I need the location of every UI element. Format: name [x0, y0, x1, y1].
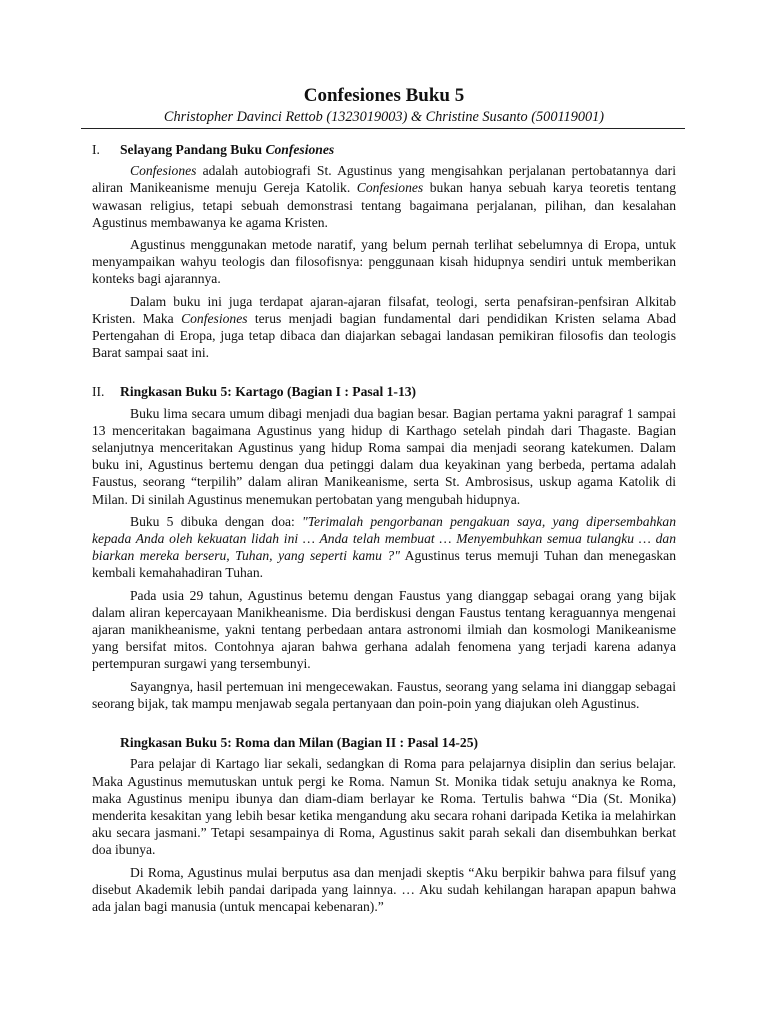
section-1-heading-text: Selayang Pandang Buku: [120, 142, 266, 157]
section-2-heading: [92, 383, 676, 400]
section-3-heading: Ringkasan Buku 5: Roma dan Milan (Bagian II : Pasal 14-25): [120, 735, 479, 751]
document-authors: Christopher Davinci Rettob (1323019003) & Christine Susanto (500119001): [163, 109, 605, 125]
section-2-number: II.: [92, 384, 105, 400]
section-1-paragraph-2: Agustinus menggunakan metode naratif, yang belum pernah terlihat sebelumnya di Eropa, untuk menyampaikan wahyu teologis dan filosofisnya: penggunaan kisah hidupnya sendiri untuk memberikan konteks bagi ajarannya.: [92, 237, 676, 287]
section-2-paragraph-4: Sayangnya, hasil pertemuan ini mengecewakan. Faustus, seorang yang selama ini dianggap sebagai seorang bijak, tak mampu menjawab segala pertanyaan dan poin-poin yang diajukan oleh Agustinus.: [92, 678, 676, 711]
document-header: [80, 84, 688, 126]
document-body: [92, 141, 676, 920]
paragraph-text: bukan hanya sebuah karya teoretis tentang wawasan religius, tetapi sebuah demonstrasi tentang bagaimana perjalanan, pilihan, dan kesalahan Agustinus membawanya ke agama Kristen.: [92, 180, 677, 230]
section-1-paragraph-3: [92, 293, 676, 362]
paragraph-text: Buku 5 dibuka dengan doa:: [130, 513, 303, 529]
paragraph-text: Agustinus terus memuji Tuhan dan menegaskan kembali kemahahadiran Tuhan.: [92, 548, 676, 581]
section-2-heading-text: Ringkasan Buku 5: Kartago (Bagian I : Pasal 1-13): [120, 384, 417, 400]
header-divider: [81, 128, 685, 129]
paragraph-text: terus menjadi bagian fundamental dari pendidikan Kristen selama Abad Pertengahan di Eropa, juga tetap dibaca dan diajarkan sebagai landasan pemikiran filosofis dan teologis Barat sampai saat ini.: [92, 310, 676, 361]
document-title: Confesiones Buku 5: [303, 85, 465, 106]
section-1-heading-italic: Confesiones: [265, 142, 335, 157]
section-3-paragraph-1: Para pelajar di Kartago liar sekali, sedangkan di Roma para pelajarnya disiplin dan serius belajar. Maka Agustinus memutuskan untuk pergi ke Roma. Namun St. Monika tidak setuju anaknya ke Roma, maka Agustinus menipu ibunya dan diam-diam berlayar ke Roma. Tertulis bahwa “Dia (St. Monika) menderita kesakitan yang lebih besar ketika mengandung aku secara rohani daripada Ketika ia melahirkan aku secara jasmani.” Tetapi sesampainya di Roma, Agustinus sakit parah sekali dan disembuhkan berkat doa ibunya.: [92, 756, 676, 858]
section-2-paragraph-2: [92, 513, 676, 582]
book-title-italic: Confesiones: [181, 310, 248, 326]
paragraph-text: Dalam buku ini juga terdapat ajaran-ajaran filsafat, teologi, serta penafsiran-penfsiran Alkitab Kristen. Maka: [92, 293, 676, 326]
book-title-italic: Confesiones: [356, 180, 424, 196]
paragraph-text: adalah autobiografi St. Agustinus yang mengisahkan perjalanan pertobatannya dari aliran Manikeanisme menuju Gereja Katolik.: [92, 163, 676, 196]
section-1-heading: [92, 141, 676, 158]
book-title-italic: Confesiones: [130, 163, 197, 179]
section-2-paragraph-1: Buku lima secara umum dibagi menjadi dua bagian besar. Bagian pertama yakni paragraf 1 sampai 13 menceritakan bagaimana Agustinus yang hidup di Karthago setelah pindah dari Thagaste. Bagian selanjutnya menceritakan Agustinus yang hidup Roma sampai dia menjadi seorang katekumen. Dalam buku ini, Agustinus bertemu dengan dua petinggi dalam dua keyakinan yang berbeda, pertama adalah Faustus, seorang “terpilih” dalam aliran Manikeanisme, serta St. Ambrosisus, uskup agama Katolik di Milan. Di sinilah Agustinus menemukan pertobatan yang mengubah hidupnya.: [92, 405, 676, 507]
section-3-paragraph-2: Di Roma, Agustinus mulai berputus asa dan menjadi skeptis “Aku berpikir bahwa para filsuf yang disebut Akademik lebih pandai daripada yang lainnya. … Aku sudah kehilangan harapan apapun bahwa ada jalan bagi manusia (untuk mencapai kebenaran).”: [92, 864, 676, 914]
section-1-paragraph-1: [92, 162, 676, 231]
section-1-number: I.: [92, 142, 100, 157]
prayer-quote-italic: "Terimalah pengorbanan pengakuan saya, yang dipersembahkan kepada Anda oleh kekuatan lidah ini … Anda telah membuat … Menyembuhkan semua tulangku … dan biarkan mereka berseru, Tuhan, yang seperti kamu ?": [92, 513, 676, 564]
section-2-paragraph-3: Pada usia 29 tahun, Agustinus betemu dengan Faustus yang dianggap sebagai orang yang bijak dalam aliran kepercayaan Manikheanisme. Dia berdiskusi dengan Faustus tentang keraguannya mengenai ajaran manikheanisme, yakni tentang perbedaan antara astronomi ilmiah dan kosmologi Manikeanisme yang bersifat mitos. Contohnya ajaran bahwa gerhana adalah fenomena yang terjadi karena adanya pertempuran surgawi yang tersembunyi.: [92, 587, 676, 672]
